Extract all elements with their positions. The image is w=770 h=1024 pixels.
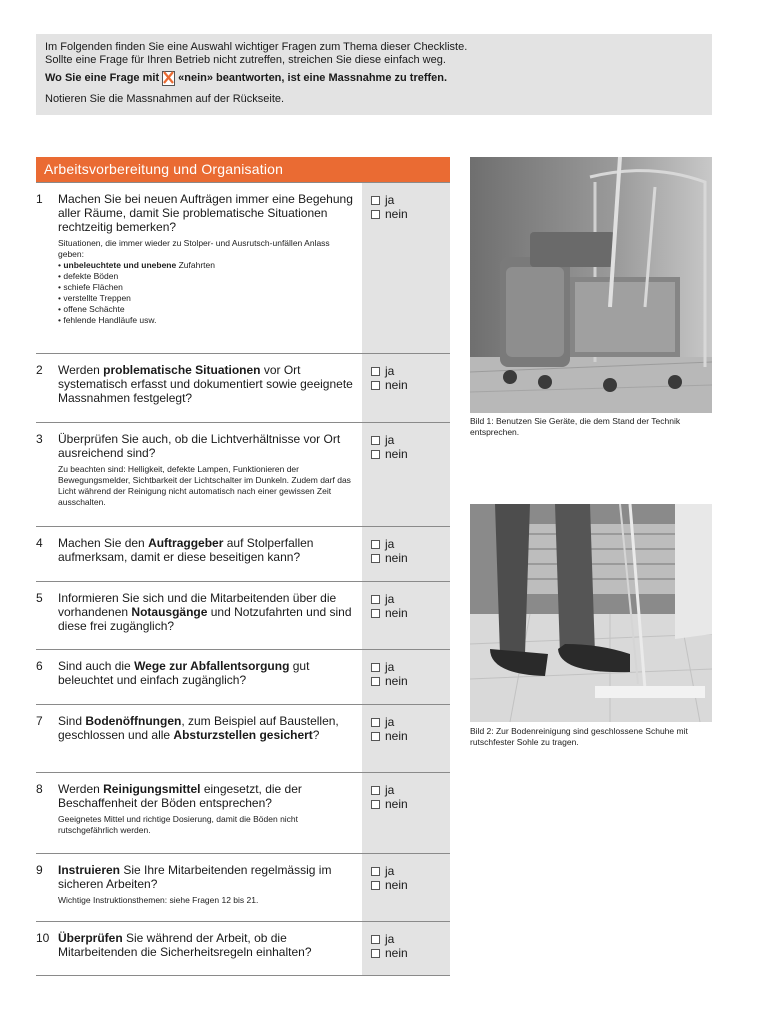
image-caption-2: Bild 2: Zur Bodenreinigung sind geschlossene Schuhe mit rutschfester Sohle zu tragen. [470, 726, 688, 747]
checkbox[interactable] [371, 677, 380, 686]
answer-column [362, 183, 450, 353]
intro-note: Notieren Sie die Massnahmen auf der Rückseite. [45, 93, 285, 105]
answer-ja[interactable]: ja [371, 364, 450, 378]
answer-ja[interactable]: ja [371, 783, 450, 797]
question-number: 8 [36, 782, 43, 796]
answer-ja[interactable]: ja [371, 193, 450, 207]
question-number: 1 [36, 192, 43, 206]
intro-bold-after: «nein» beantworten, ist eine Massnahme zu treffen. [178, 72, 448, 84]
question-hint [58, 238, 356, 326]
answer-nein[interactable]: nein [371, 946, 450, 960]
checkbox[interactable] [371, 436, 380, 445]
checkbox[interactable] [371, 881, 380, 890]
answer-nein[interactable]: nein [371, 878, 450, 892]
checkbox[interactable] [371, 800, 380, 809]
answer-nein[interactable]: nein [371, 207, 450, 221]
answer-column [362, 423, 450, 526]
checklist-table [36, 182, 450, 976]
checkbox[interactable] [371, 949, 380, 958]
question-row-6 [36, 649, 450, 704]
question-row-2 [36, 353, 450, 422]
hint-item: • fehlende Handläufe usw. [58, 315, 157, 325]
question-text: Sind Bodenöffnungen, zum Beispiel auf Baustellen, geschlossen und alle Absturzstellen gesichert? [58, 714, 339, 742]
question-text: Informieren Sie sich und die Mitarbeitenden über die vorhandenen Notausgänge und Notzufahrten und sind diese frei zugänglich? [58, 591, 352, 633]
answer-column [362, 354, 450, 422]
checkbox[interactable] [371, 609, 380, 618]
answer-column [362, 922, 450, 975]
answer-ja[interactable]: ja [371, 932, 450, 946]
answer-column [362, 705, 450, 772]
question-text: Machen Sie bei neuen Aufträgen immer eine Begehung aller Räume, damit Sie problematische Situationen rechtzeitig bemerken? [58, 192, 353, 234]
floor-mopping-photo [470, 504, 712, 722]
hint-list [58, 260, 356, 326]
answer-ja[interactable]: ja [371, 433, 450, 447]
question-row-7 [36, 704, 450, 772]
checkbox[interactable] [371, 381, 380, 390]
intro-box [36, 34, 712, 115]
intro-line-2: Sollte eine Frage für Ihren Betrieb nicht zutreffen, streichen Sie diese einfach weg. [45, 54, 446, 66]
answer-nein[interactable]: nein [371, 606, 450, 620]
question-text: Instruieren Sie Ihre Mitarbeitenden regelmässig im sicheren Arbeiten? [58, 863, 332, 891]
cleaning-trolley-photo [470, 157, 712, 413]
question-row-10 [36, 921, 450, 976]
question-number: 9 [36, 863, 43, 877]
question-text: Sind auch die Wege zur Abfallentsorgung gut beleuchtet und einfach zugänglich? [58, 659, 310, 687]
checkbox[interactable] [371, 210, 380, 219]
answer-column [362, 582, 450, 649]
answer-nein[interactable]: nein [371, 729, 450, 743]
hint-item: • defekte Böden [58, 271, 119, 281]
answer-column [362, 773, 450, 853]
answer-ja[interactable]: ja [371, 715, 450, 729]
question-number: 5 [36, 591, 43, 605]
hint-text: Situationen, die immer wieder zu Stolper- und Ausrutsch-unfällen Anlass geben: [58, 238, 330, 259]
hint-item: • unbeleuchtete und unebene Zufahrten [58, 260, 215, 270]
checkbox[interactable] [371, 786, 380, 795]
checkbox[interactable] [371, 867, 380, 876]
answer-ja[interactable]: ja [371, 660, 450, 674]
hint-item: • offene Schächte [58, 304, 125, 314]
answer-nein[interactable]: nein [371, 797, 450, 811]
question-hint: Geeignetes Mittel und richtige Dosierung, damit die Böden nicht rutschgefährlich werden. [58, 814, 299, 835]
question-row-3 [36, 422, 450, 526]
hint-item: • schiefe Flächen [58, 282, 123, 292]
answer-ja[interactable]: ja [371, 592, 450, 606]
section-title: Arbeitsvorbereitung und Organisation [36, 157, 450, 182]
intro-bold-line [45, 71, 703, 86]
question-hint: Zu beachten sind: Helligkeit, defekte Lampen, Funktionieren der Bewegungsmelder, Sichtbarkeit der Lichtschalter im Dunkeln. Zudem darf das Licht während der Reinigung nicht automatisch nach einer gewissen Zeit ausschalten. [58, 464, 351, 507]
question-text: Machen Sie den Auftraggeber auf Stolperfallen aufmerksam, damit er diese beseitigen kann? [58, 536, 314, 564]
question-number: 2 [36, 363, 43, 377]
question-text: Überprüfen Sie auch, ob die Lichtverhältnisse vor Ort ausreichend sind? [58, 432, 341, 460]
checkbox[interactable] [371, 718, 380, 727]
question-number: 3 [36, 432, 43, 446]
checkbox[interactable] [371, 663, 380, 672]
question-text: Überprüfen Sie während der Arbeit, ob die Mitarbeitenden die Sicherheitsregeln einhalten? [58, 931, 312, 959]
answer-nein[interactable]: nein [371, 551, 450, 565]
hint-item: • verstellte Treppen [58, 293, 131, 303]
checkbox[interactable] [371, 935, 380, 944]
question-number: 6 [36, 659, 43, 673]
answer-column [362, 650, 450, 704]
answer-column [362, 527, 450, 581]
crossed-box-icon [162, 71, 175, 86]
checkbox[interactable] [371, 540, 380, 549]
question-number: 7 [36, 714, 43, 728]
intro-line-1: Im Folgenden finden Sie eine Auswahl wichtiger Fragen zum Thema dieser Checkliste. [45, 41, 468, 53]
image-caption-1: Bild 1: Benutzen Sie Geräte, die dem Stand der Technik entsprechen. [470, 416, 681, 437]
answer-ja[interactable]: ja [371, 864, 450, 878]
question-row-4 [36, 526, 450, 581]
question-row-9 [36, 853, 450, 921]
answer-nein[interactable]: nein [371, 378, 450, 392]
answer-ja[interactable]: ja [371, 537, 450, 551]
question-hint: Wichtige Instruktionsthemen: siehe Fragen 12 bis 21. [58, 895, 259, 905]
checkbox[interactable] [371, 196, 380, 205]
question-row-8 [36, 772, 450, 853]
checkbox[interactable] [371, 595, 380, 604]
question-text: Werden problematische Situationen vor Ort systematisch erfasst und dokumentiert sowie geeignete Massnahmen festgelegt? [58, 363, 353, 405]
question-number: 4 [36, 536, 43, 550]
answer-column [362, 854, 450, 921]
answer-nein[interactable]: nein [371, 447, 450, 461]
checkbox[interactable] [371, 450, 380, 459]
checkbox[interactable] [371, 732, 380, 741]
question-number: 10 [36, 931, 50, 945]
question-row-5 [36, 581, 450, 649]
checkbox[interactable] [371, 367, 380, 376]
answer-nein[interactable]: nein [371, 674, 450, 688]
intro-bold-before: Wo Sie eine Frage mit [45, 72, 160, 84]
question-text: Werden Reinigungsmittel eingesetzt, die der Beschaffenheit der Böden entsprechen? [58, 782, 302, 810]
checkbox[interactable] [371, 554, 380, 563]
question-row-1 [36, 182, 450, 353]
